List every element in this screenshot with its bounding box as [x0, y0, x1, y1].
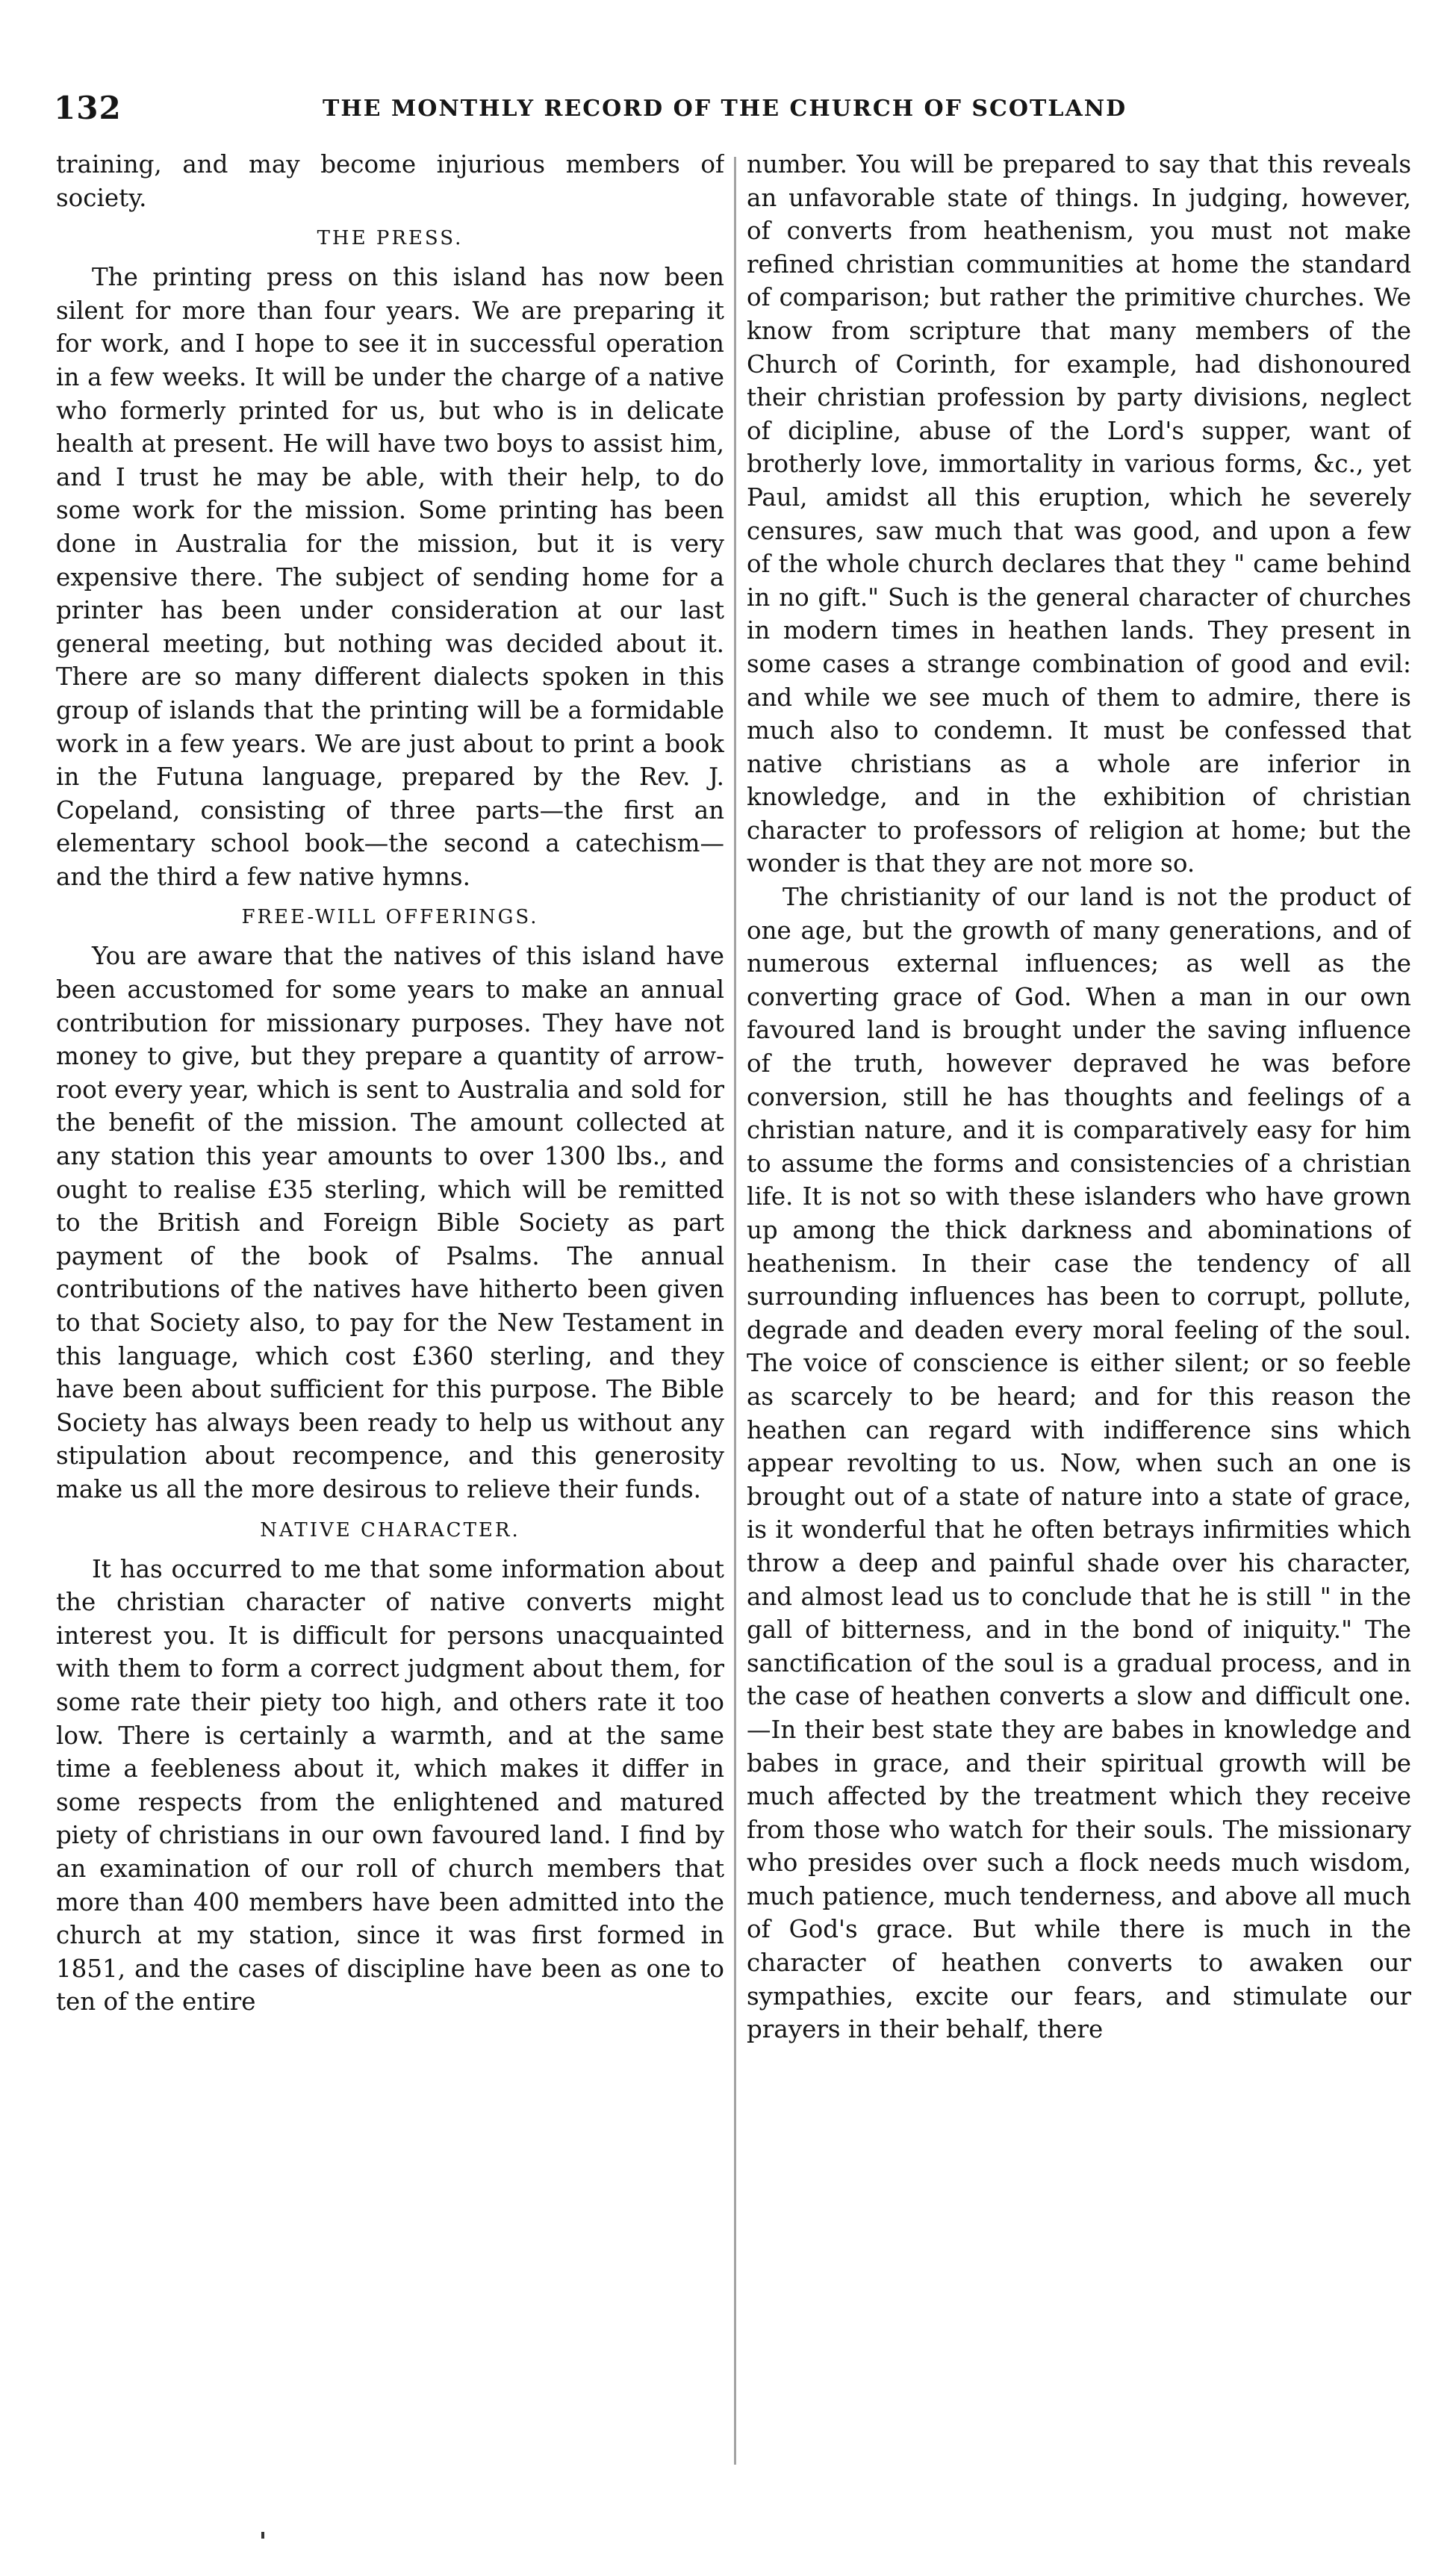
section-heading-native-character: NATIVE CHARACTER. [260, 1518, 520, 1542]
right-column [747, 148, 1411, 2493]
paragraph-press: The printing press on this island has now been silent for more than four years. We are preparing it for work, and I hope to see it in successful operation in a few weeks. It will be under the charge of a native who formerly printed for us, but who is in delicate health at present. He will have two boys to assist him, and I trust he may be able, with their help, to do some work for the mission. Some printing has been done in Australia for the mission, but it is very expensive there. The subject of sending home for a printer has been under consideration at our last general meeting, but nothing was decided about it. There are so many different dialects spoken in this group of islands that the printing will be a formidable work in a few years. We are just about to print a book in the Futuna language, prepared by the Rev. J. Copeland, consisting of three parts—the first an elementary school book—the second a catechism—and the third a few native hymns. [56, 263, 724, 891]
running-title: THE MONTHLY RECORD OF THE CHURCH OF SCOTLAND [323, 96, 1127, 122]
continuation-paragraph: training, and may become injurious members of society. [56, 150, 724, 212]
page-number: 132 [54, 90, 122, 126]
paragraph-native-character: It has occurred to me that some information about the christian character of native converts might interest you. It is difficult for persons unacquainted with them to form a correct judgment about them, for some rate their piety too high, and others rate it too low. There is certainly a warmth, and at the same time a feebleness about it, which makes it differ in some respects from the enlightened and matured piety of christians in our own favoured land. I find by an examination of our roll of church members that more than 400 members have been admitted into the church at my station, since it was first formed in 1851, and the cases of discipline have been as one to ten of the entire [56, 1554, 724, 2017]
column-divider [734, 157, 736, 2465]
paragraph-converts-judgment: number. You will be prepared to say that this reveals an unfavorable state of things. In judging, however, of converts from heathenism, you must not make refined christian communities at home the standard of comparison; but rather the primitive churches. We know from scripture that many members of the Church of Corinth, for example, had dishonoured their christian profession by party divisions, neglect of dicipline, abuse of the Lord's supper, want of brotherly love, immortality in various forms, &c., yet Paul, amidst all this eruption, which he severely censures, saw much that was good, and upon a few of the whole church declares that they " came behind in no gift." Such is the general character of churches in modern times in heathen lands. They present in some cases a strange combination of good and evil: and while we see much of them to admire, there is much also to condemn. It must be confessed that native christians as a whole are inferior in knowledge, and in the exhibition of christian character to professors of religion at home; but the wonder is that they are not more so. [747, 150, 1411, 878]
section-heading-press: THE PRESS. [317, 227, 464, 250]
print-speck [261, 2532, 264, 2539]
section-heading-offerings: FREE-WILL OFFERINGS. [241, 906, 539, 929]
paragraph-christianity-of-our-land: The christianity of our land is not the product of one age, but the growth of many generations, and of numerous external influences; as well as the converting grace of God. When a man in our own favoured land is brought under the saving influence of the truth, however depraved he was before conversion, still he has thoughts and feelings of a christian nature, and it is comparatively easy for him to assume the forms and consistencies of a christian life. It is not so with these islanders who have grown up among the thick darkness and abominations of heathenism. In their case the tendency of all surrounding influences has been to corrupt, pollute, degrade and deaden every moral feeling of the soul. The voice of conscience is either silent; or so feeble as scarcely to be heard; and for this reason the heathen can regard with indifference sins which appear revolting to us. Now, when such an one is brought out of a state of nature into a state of grace, is it wonderful that he often betrays infirmities which throw a deep and painful shade over his character, and almost lead us to conclude that he is still " in the gall of bitterness, and in the bond of iniquity." The sanctification of the soul is a gradual process, and in the case of heathen converts a slow and difficult one.—In their best state they are babes in knowledge and babes in grace, and their spiritual growth will be much affected by the treatment which they receive from those who watch for their souls. The missionary who presides over such a flock needs much wisdom, much patience, much tenderness, and above all much of God's grace. But while there is much in the character of heathen converts to awaken our sympathies, excite our fears, and stimulate our prayers in their behalf, there [747, 883, 1411, 2044]
paragraph-offerings: You are aware that the natives of this island have been accustomed for some years to make an annual contribution for missionary purposes. They have not money to give, but they prepare a quantity of arrow-root every year, which is sent to Australia and sold for the benefit of the mission. The amount collected at any station this year amounts to over 1300 lbs., and ought to realise £35 sterling, which will be remitted to the British and Foreign Bible Society as part payment of the book of Psalms. The annual contributions of the natives have hitherto been given to that Society also, to pay for the New Testament in this language, which cost £360 sterling, and they have been about sufficient for this purpose. The Bible Society has always been ready to help us without any stipulation about recompence, and this generosity make us all the more desirous to relieve their funds. [56, 942, 724, 1503]
left-column [56, 148, 724, 2493]
page-header [54, 90, 1411, 134]
